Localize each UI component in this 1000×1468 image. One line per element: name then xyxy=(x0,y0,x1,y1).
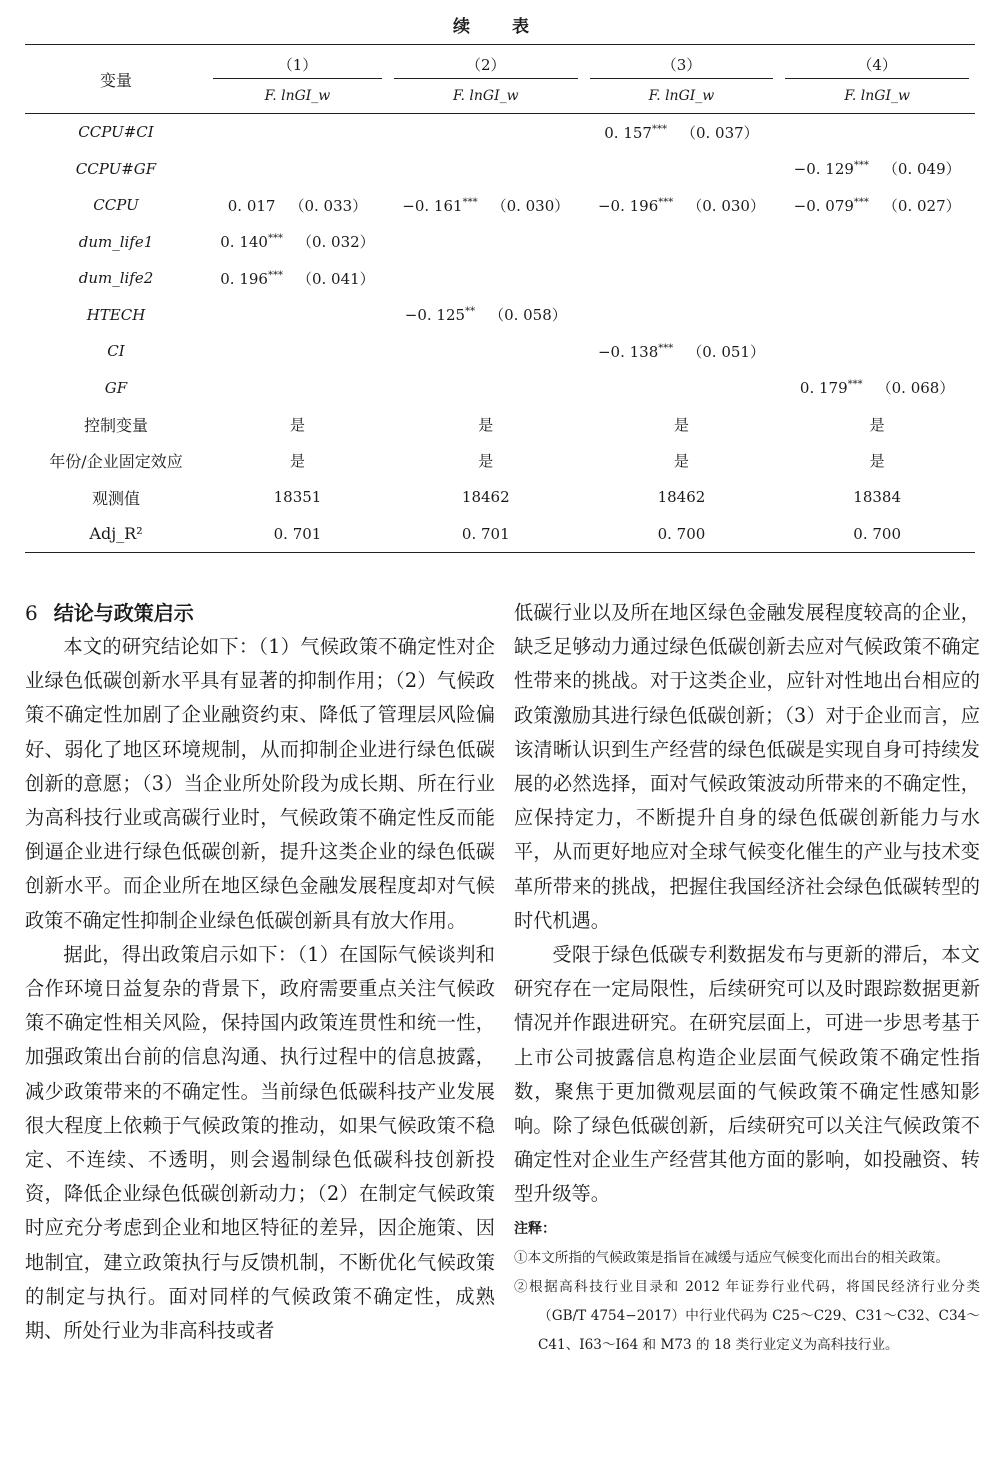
right-column xyxy=(514,596,980,1360)
empty-cell xyxy=(584,370,780,407)
model-header-3: （3） xyxy=(584,45,780,80)
coefficient-value: 0. 196 xyxy=(220,269,268,288)
standard-error: （0. 032） xyxy=(296,233,375,252)
empty-cell xyxy=(584,224,780,261)
variable-header: 变量 xyxy=(25,45,207,114)
table-cell: 是 xyxy=(478,452,494,471)
empty-cell xyxy=(207,333,388,370)
table-caption: 续 表 xyxy=(453,17,547,37)
coefficient-value: −0. 079 xyxy=(793,196,854,215)
empty-cell xyxy=(779,224,975,261)
standard-error: （0. 058） xyxy=(489,306,567,325)
table-row xyxy=(25,479,975,516)
row-variable-label: 年份/企业固定效应 xyxy=(49,452,183,472)
row-variable-label: CCPU#CI xyxy=(78,123,154,142)
table-cell: 是 xyxy=(289,415,305,434)
coefficient-cell xyxy=(779,151,975,188)
empty-cell xyxy=(388,260,584,297)
table-body xyxy=(25,114,975,553)
significance-stars: ** xyxy=(465,306,476,318)
significance-stars: *** xyxy=(267,269,283,281)
empty-cell xyxy=(207,370,388,407)
coefficient-cell xyxy=(779,370,975,407)
empty-cell xyxy=(779,114,975,151)
significance-stars: *** xyxy=(658,196,674,208)
coefficient-cell xyxy=(207,187,388,224)
coefficient-cell xyxy=(584,114,780,151)
coefficient-value: −0. 161 xyxy=(402,196,463,215)
table-cell: 是 xyxy=(289,452,305,471)
coefficient-value: 0. 017 xyxy=(227,196,276,215)
section-heading xyxy=(25,596,495,630)
table-cell: 18384 xyxy=(853,488,901,507)
table-cell: 0. 701 xyxy=(207,516,388,553)
table-row xyxy=(25,151,975,188)
coefficient-value: 0. 140 xyxy=(220,233,268,252)
table-row xyxy=(25,224,975,261)
empty-cell xyxy=(388,224,584,261)
significance-stars: *** xyxy=(462,196,478,208)
table-cell: 是 xyxy=(673,415,689,434)
coefficient-value: −0. 138 xyxy=(597,342,659,361)
table-row xyxy=(25,443,975,480)
standard-error: （0. 030） xyxy=(687,196,765,215)
significance-stars: *** xyxy=(847,379,863,391)
empty-cell xyxy=(779,260,975,297)
empty-cell xyxy=(207,151,388,188)
coefficient-value: 0. 179 xyxy=(799,379,848,398)
policy-paragraph: 据此，得出政策启示如下：（1）在国际气候谈判和合作环境日益复杂的背景下，政府需要重点关注气候政策不确定性相关风险，保持国内政策连贯性和统一性，加强政策出台前的信息沟通、执行过程中的信息披露，减少政策带来的不确定性。当前绿色低碳科技产业发展很大程度上依赖于气候政策的推动，如果气候政策不稳定、不连续、不透明，则会遏制绿色低碳科技创新投资，降低企业绿色低碳创新动力；（2）在制定气候政策时应充分考虑到企业和地区特征的差异，因企施策、因地制宜，建立政策执行与反馈机制，不断优化气候政策的制定与执行。面对同样的气候政策不确定性，成熟期、所处行业为非高科技或者 xyxy=(25,942,495,1343)
empty-cell xyxy=(584,151,780,188)
section-number: 6 xyxy=(25,601,38,625)
conclusion-paragraph: 本文的研究结论如下：（1）气候政策不确定性对企业绿色低碳创新水平具有显著的抑制作用；（2）气候政策不确定性加剧了企业融资约束、降低了管理层风险偏好、弱化了地区环境规制，从而抑制企业进行绿色低碳创新的意愿；（3）当企业所处阶段为成长期、所在行业为高科技行业或高碳行业时，气候政策不确定性反而能倒逼企业进行绿色低碳创新，提升这类企业的绿色低碳创新水平。而企业所在地区绿色金融发展程度却对气候政策不确定性抑制企业绿色低碳创新具有放大作用。 xyxy=(25,635,495,932)
significance-stars: *** xyxy=(658,342,674,354)
row-variable-label: dum_life1 xyxy=(78,232,154,251)
table-row xyxy=(25,406,975,443)
table-row xyxy=(25,260,975,297)
coefficient-value: −0. 125 xyxy=(404,306,466,325)
significance-stars: *** xyxy=(853,160,869,172)
table-cell: 0. 701 xyxy=(388,516,584,553)
table-cell: 是 xyxy=(869,415,885,434)
row-variable-label: 控制变量 xyxy=(83,415,148,435)
standard-error: （0. 051） xyxy=(687,342,765,361)
notes-title: 注释： xyxy=(514,1220,556,1237)
row-variable-label: HTECH xyxy=(86,305,146,324)
empty-cell xyxy=(584,260,780,297)
coefficient-value: 0. 157 xyxy=(604,123,652,142)
coefficient-cell xyxy=(388,187,584,224)
standard-error: （0. 041） xyxy=(296,269,375,288)
table-row xyxy=(25,370,975,407)
empty-cell xyxy=(779,297,975,334)
table-cell: 是 xyxy=(869,452,885,471)
table-row xyxy=(25,114,975,151)
model-header-2: （2） xyxy=(388,45,584,80)
standard-error: （0. 027） xyxy=(882,196,961,215)
coefficient-cell xyxy=(207,260,388,297)
empty-cell xyxy=(388,333,584,370)
dep-var-1: F. lnGI_w xyxy=(207,79,388,114)
model-header-4: （4） xyxy=(779,45,975,80)
row-variable-label: 观测值 xyxy=(91,488,140,508)
dep-var-3: F. lnGI_w xyxy=(584,79,780,114)
empty-cell xyxy=(207,114,388,151)
table-cell: 18351 xyxy=(273,488,322,507)
coefficient-cell xyxy=(779,187,975,224)
empty-cell xyxy=(207,297,388,334)
standard-error: （0. 068） xyxy=(876,379,955,398)
coefficient-cell xyxy=(388,297,584,334)
empty-cell xyxy=(779,333,975,370)
standard-error: （0. 037） xyxy=(680,123,759,142)
section-title: 结论与政策启示 xyxy=(53,601,194,625)
note-1: ①本文所指的气候政策是指旨在减缓与适应气候变化而出台的相关政策。 xyxy=(514,1249,949,1266)
coefficient-cell xyxy=(584,187,780,224)
table-row xyxy=(25,516,975,553)
row-variable-label: CI xyxy=(107,342,125,361)
table-cell: 0. 700 xyxy=(779,516,975,553)
empty-cell xyxy=(388,114,584,151)
table-cell: 18462 xyxy=(657,488,706,507)
empty-cell xyxy=(584,297,780,334)
model-header-1: （1） xyxy=(207,45,388,80)
dep-var-4: F. lnGI_w xyxy=(779,79,975,114)
table-cell: 0. 700 xyxy=(584,516,780,553)
coefficient-cell xyxy=(584,333,780,370)
note-2: ②根据高科技行业目录和 2012 年证券行业代码，将国民经济行业分类（GB/T 4754−2017）中行业代码为 C25～C29、C31～C32、C34～C41、I63～I64 和 M73 的 18 类行业定义为高科技行业。 xyxy=(514,1278,980,1353)
table-row xyxy=(25,333,975,370)
standard-error: （0. 049） xyxy=(882,160,961,179)
table-row xyxy=(25,187,975,224)
regression-table xyxy=(25,44,975,553)
significance-stars: *** xyxy=(651,123,667,135)
row-variable-label: dum_life2 xyxy=(78,269,154,288)
coefficient-cell xyxy=(207,224,388,261)
left-column xyxy=(25,596,495,1348)
table-cell: 是 xyxy=(673,452,689,471)
standard-error: （0. 033） xyxy=(289,196,368,215)
dep-var-2: F. lnGI_w xyxy=(388,79,584,114)
standard-error: （0. 030） xyxy=(491,196,570,215)
empty-cell xyxy=(388,151,584,188)
empty-cell xyxy=(388,370,584,407)
policy-paragraph-continued: 低碳行业以及所在地区绿色金融发展程度较高的企业，缺乏足够动力通过绿色低碳创新去应对气候政策不确定性带来的挑战。对于这类企业，应针对性地出台相应的政策激励其进行绿色低碳创新；（3）对于企业而言，应该清晰认识到生产经营的绿色低碳是实现自身可持续发展的必然选择，面对气候政策波动所带来的不确定性，应保持定力，不断提升自身的绿色低碳创新能力与水平，从而更好地应对全球气候变化催生的产业与技术变革所带来的挑战，把握住我国经济社会绿色低碳转型的时代机遇。 xyxy=(514,601,980,932)
row-variable-label: GF xyxy=(104,378,128,397)
table-cell: 18462 xyxy=(461,488,510,507)
significance-stars: *** xyxy=(267,233,283,245)
row-variable-label: CCPU#GF xyxy=(75,159,157,178)
table-row xyxy=(25,297,975,334)
limitations-paragraph: 受限于绿色低碳专利数据发布与更新的滞后，本文研究存在一定局限性，后续研究可以及时跟踪数据更新情况并作跟进研究。在研究层面上，可进一步思考基于上市公司披露信息构造企业层面气候政策不确定性指数，聚焦于更加微观层面的气候政策不确定性感知影响。除了绿色低碳创新，后续研究可以关注气候政策不确定性对企业生产经营其他方面的影响，如投融资、转型升级等。 xyxy=(514,943,980,1206)
table-cell: 是 xyxy=(478,415,494,434)
row-variable-label: Adj_R² xyxy=(25,516,207,553)
coefficient-value: −0. 196 xyxy=(597,196,659,215)
row-variable-label: CCPU xyxy=(93,196,139,215)
coefficient-value: −0. 129 xyxy=(793,160,854,179)
significance-stars: *** xyxy=(853,196,869,208)
